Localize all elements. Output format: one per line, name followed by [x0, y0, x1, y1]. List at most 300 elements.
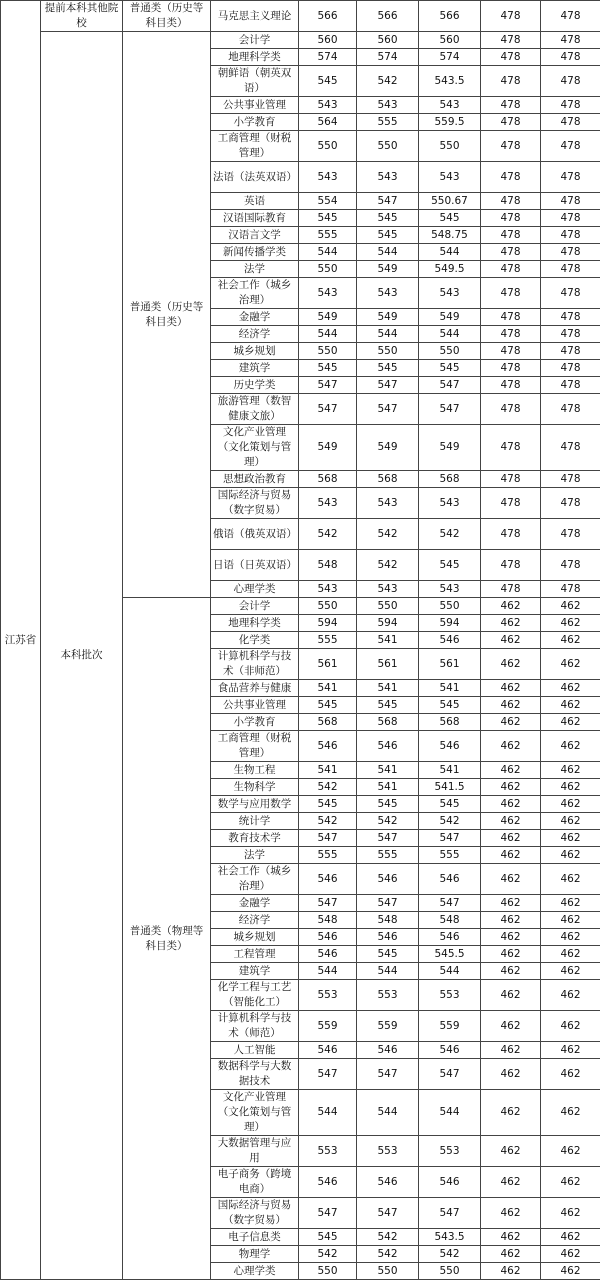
score-cell: 550 [419, 598, 481, 615]
score-cell: 478 [481, 309, 541, 326]
score-cell: 543 [419, 488, 481, 519]
score-cell: 546 [419, 1042, 481, 1059]
score-cell: 544 [419, 1090, 481, 1136]
major-cell: 建筑学 [211, 963, 299, 980]
score-cell: 568 [419, 471, 481, 488]
score-cell: 547 [299, 830, 357, 847]
score-cell: 542 [357, 1246, 419, 1263]
score-cell: 543 [357, 97, 419, 114]
score-cell: 462 [481, 762, 541, 779]
score-cell: 546 [419, 731, 481, 762]
score-cell: 462 [541, 1090, 600, 1136]
score-cell: 478 [481, 278, 541, 309]
major-cell: 统计学 [211, 813, 299, 830]
score-cell: 549 [419, 425, 481, 471]
score-cell: 547 [419, 394, 481, 425]
major-cell: 公共事业管理 [211, 97, 299, 114]
major-cell: 电子商务（跨境电商） [211, 1167, 299, 1198]
score-cell: 559 [419, 1011, 481, 1042]
score-cell: 547 [357, 377, 419, 394]
score-cell: 547 [357, 830, 419, 847]
score-cell: 547 [299, 394, 357, 425]
score-cell: 561 [357, 649, 419, 680]
score-cell: 542 [357, 1229, 419, 1246]
score-cell: 541 [357, 680, 419, 697]
major-cell: 电子信息类 [211, 1229, 299, 1246]
score-cell: 478 [481, 550, 541, 581]
score-cell: 478 [541, 261, 600, 278]
score-cell: 478 [541, 550, 600, 581]
major-cell: 食品营养与健康 [211, 680, 299, 697]
score-cell: 542 [419, 813, 481, 830]
major-cell: 工商管理（财税管理） [211, 131, 299, 162]
major-cell: 历史学类 [211, 377, 299, 394]
score-cell: 546 [357, 731, 419, 762]
score-cell: 555 [357, 847, 419, 864]
score-cell: 462 [481, 714, 541, 731]
score-cell: 561 [419, 649, 481, 680]
score-cell: 545 [357, 360, 419, 377]
score-cell: 462 [541, 830, 600, 847]
score-cell: 561 [299, 649, 357, 680]
score-cell: 545 [357, 697, 419, 714]
score-cell: 543 [357, 488, 419, 519]
score-cell: 462 [481, 980, 541, 1011]
major-cell: 地理科学类 [211, 49, 299, 66]
score-cell: 541 [419, 680, 481, 697]
score-cell: 543.5 [419, 66, 481, 97]
score-cell: 462 [481, 963, 541, 980]
score-cell: 462 [541, 963, 600, 980]
score-cell: 547 [357, 1198, 419, 1229]
score-cell: 547 [357, 1059, 419, 1090]
score-cell: 478 [541, 210, 600, 227]
major-cell: 马克思主义理论 [211, 1, 299, 32]
major-cell: 日语（日英双语） [211, 550, 299, 581]
score-cell: 553 [419, 1136, 481, 1167]
score-cell: 462 [541, 980, 600, 1011]
score-cell: 462 [541, 1011, 600, 1042]
major-cell: 人工智能 [211, 1042, 299, 1059]
score-cell: 541 [357, 779, 419, 796]
score-cell: 555 [299, 847, 357, 864]
score-cell: 542 [357, 550, 419, 581]
major-cell: 金融学 [211, 895, 299, 912]
score-cell: 594 [299, 615, 357, 632]
major-cell: 计算机科学与技术（师范） [211, 1011, 299, 1042]
score-cell: 555 [299, 227, 357, 244]
score-cell: 550 [299, 261, 357, 278]
score-cell: 462 [481, 929, 541, 946]
score-cell: 462 [481, 864, 541, 895]
score-cell: 550 [299, 131, 357, 162]
score-cell: 462 [541, 847, 600, 864]
score-cell: 462 [481, 1246, 541, 1263]
score-cell: 550 [299, 598, 357, 615]
score-cell: 544 [357, 1090, 419, 1136]
score-cell: 462 [481, 1011, 541, 1042]
major-cell: 法语（法英双语） [211, 162, 299, 193]
score-cell: 550 [419, 343, 481, 360]
score-cell: 462 [541, 813, 600, 830]
score-cell: 550 [357, 343, 419, 360]
score-cell: 542 [419, 1246, 481, 1263]
score-cell: 462 [481, 598, 541, 615]
score-cell: 550 [419, 131, 481, 162]
score-cell: 545 [357, 210, 419, 227]
score-cell: 545 [357, 796, 419, 813]
score-cell: 541 [357, 632, 419, 649]
score-cell: 548 [299, 912, 357, 929]
score-cell: 478 [481, 360, 541, 377]
score-cell: 543 [419, 162, 481, 193]
score-cell: 542 [299, 813, 357, 830]
score-cell: 568 [299, 471, 357, 488]
score-cell: 559 [299, 1011, 357, 1042]
score-cell: 478 [541, 227, 600, 244]
score-cell: 462 [541, 1042, 600, 1059]
score-cell: 462 [541, 1229, 600, 1246]
score-cell: 544 [357, 244, 419, 261]
score-cell: 478 [541, 309, 600, 326]
score-cell: 545 [419, 210, 481, 227]
score-cell: 478 [541, 360, 600, 377]
score-cell: 550 [299, 343, 357, 360]
score-cell: 462 [481, 946, 541, 963]
score-cell: 462 [481, 632, 541, 649]
major-cell: 会计学 [211, 598, 299, 615]
score-cell: 478 [541, 114, 600, 131]
score-cell: 543 [299, 97, 357, 114]
score-cell: 462 [541, 1263, 600, 1280]
major-cell: 文化产业管理（文化策划与管理） [211, 1090, 299, 1136]
score-cell: 546 [299, 1167, 357, 1198]
score-cell: 478 [541, 425, 600, 471]
score-cell: 462 [481, 615, 541, 632]
category-cell: 普通类（历史等科目类） [123, 1, 211, 32]
score-cell: 462 [481, 1167, 541, 1198]
score-cell: 478 [541, 1, 600, 32]
province-cell: 江苏省 [1, 1, 41, 1280]
score-cell: 462 [481, 1136, 541, 1167]
score-cell: 555 [299, 632, 357, 649]
score-cell: 543 [299, 581, 357, 598]
table-row [1, 1, 600, 32]
score-cell: 545 [357, 227, 419, 244]
score-cell: 478 [541, 326, 600, 343]
score-cell: 462 [541, 598, 600, 615]
score-cell: 462 [481, 697, 541, 714]
major-cell: 工程管理 [211, 946, 299, 963]
score-cell: 462 [541, 649, 600, 680]
score-cell: 478 [481, 394, 541, 425]
score-cell: 546 [357, 864, 419, 895]
major-cell: 数学与应用数学 [211, 796, 299, 813]
score-cell: 545 [419, 796, 481, 813]
major-cell: 社会工作（城乡治理） [211, 278, 299, 309]
score-cell: 545 [419, 550, 481, 581]
score-cell: 543 [299, 162, 357, 193]
score-cell: 545 [419, 697, 481, 714]
score-cell: 547 [419, 830, 481, 847]
major-cell: 地理科学类 [211, 615, 299, 632]
score-cell: 568 [419, 714, 481, 731]
major-cell: 英语 [211, 193, 299, 210]
score-cell: 547 [357, 193, 419, 210]
score-cell: 547 [357, 895, 419, 912]
score-cell: 550 [357, 131, 419, 162]
score-cell: 546 [419, 632, 481, 649]
score-cell: 462 [541, 1136, 600, 1167]
score-cell: 462 [481, 680, 541, 697]
score-cell: 574 [299, 49, 357, 66]
score-cell: 478 [541, 394, 600, 425]
score-cell: 547 [419, 1059, 481, 1090]
score-cell: 462 [541, 779, 600, 796]
score-cell: 478 [481, 519, 541, 550]
score-cell: 594 [419, 615, 481, 632]
score-cell: 545 [299, 360, 357, 377]
score-cell: 547 [299, 1059, 357, 1090]
major-cell: 生物工程 [211, 762, 299, 779]
score-cell: 544 [419, 963, 481, 980]
score-cell: 478 [481, 210, 541, 227]
score-cell: 554 [299, 193, 357, 210]
score-cell: 478 [541, 488, 600, 519]
score-cell: 566 [299, 1, 357, 32]
score-cell: 544 [299, 326, 357, 343]
major-cell: 心理学类 [211, 1263, 299, 1280]
score-cell: 549 [357, 261, 419, 278]
score-cell: 462 [541, 632, 600, 649]
score-cell: 546 [299, 864, 357, 895]
score-cell: 478 [541, 49, 600, 66]
score-cell: 544 [299, 1090, 357, 1136]
score-cell: 545 [299, 210, 357, 227]
score-cell: 541 [299, 762, 357, 779]
score-cell: 547 [419, 1198, 481, 1229]
score-cell: 548 [299, 550, 357, 581]
score-cell: 462 [481, 1229, 541, 1246]
score-cell: 549 [357, 425, 419, 471]
major-cell: 思想政治教育 [211, 471, 299, 488]
score-cell: 462 [481, 779, 541, 796]
score-cell: 546 [419, 864, 481, 895]
score-cell: 478 [481, 471, 541, 488]
score-cell: 478 [481, 66, 541, 97]
score-cell: 545 [357, 946, 419, 963]
score-cell: 542 [357, 813, 419, 830]
score-cell: 541 [357, 762, 419, 779]
score-cell: 462 [541, 1059, 600, 1090]
score-cell: 544 [357, 326, 419, 343]
score-cell: 462 [481, 1198, 541, 1229]
score-cell: 543 [419, 97, 481, 114]
major-cell: 心理学类 [211, 581, 299, 598]
score-cell: 462 [481, 895, 541, 912]
score-cell: 462 [481, 649, 541, 680]
major-cell: 金融学 [211, 309, 299, 326]
score-cell: 462 [481, 813, 541, 830]
score-cell: 544 [419, 244, 481, 261]
score-cell: 553 [299, 980, 357, 1011]
score-cell: 478 [481, 114, 541, 131]
major-cell: 教育技术学 [211, 830, 299, 847]
score-cell: 542 [299, 779, 357, 796]
major-cell: 城乡规划 [211, 343, 299, 360]
score-cell: 550 [299, 1263, 357, 1280]
major-cell: 俄语（俄英双语） [211, 519, 299, 550]
score-cell: 546 [299, 929, 357, 946]
major-cell: 建筑学 [211, 360, 299, 377]
score-cell: 559 [357, 1011, 419, 1042]
score-cell: 478 [481, 227, 541, 244]
score-cell: 548.75 [419, 227, 481, 244]
score-cell: 462 [481, 1042, 541, 1059]
score-cell: 542 [357, 519, 419, 550]
score-cell: 462 [541, 714, 600, 731]
score-cell: 594 [357, 615, 419, 632]
score-cell: 478 [481, 581, 541, 598]
score-cell: 462 [541, 1246, 600, 1263]
score-cell: 541 [419, 762, 481, 779]
major-cell: 化学类 [211, 632, 299, 649]
major-cell: 化学工程与工艺（智能化工） [211, 980, 299, 1011]
score-cell: 462 [541, 731, 600, 762]
score-cell: 462 [541, 912, 600, 929]
major-cell: 国际经济与贸易（数字贸易） [211, 1198, 299, 1229]
major-cell: 汉语国际教育 [211, 210, 299, 227]
score-cell: 541 [299, 680, 357, 697]
major-cell: 大数据管理与应用 [211, 1136, 299, 1167]
score-cell: 462 [541, 680, 600, 697]
score-cell: 462 [481, 1263, 541, 1280]
score-cell: 545 [299, 697, 357, 714]
major-cell: 经济学 [211, 912, 299, 929]
score-cell: 545 [419, 360, 481, 377]
score-cell: 546 [299, 946, 357, 963]
score-cell: 543 [299, 488, 357, 519]
score-cell: 543.5 [419, 1229, 481, 1246]
score-cell: 462 [541, 929, 600, 946]
score-cell: 543 [357, 278, 419, 309]
score-cell: 542 [299, 519, 357, 550]
score-cell: 560 [357, 32, 419, 49]
score-cell: 478 [541, 244, 600, 261]
major-cell: 法学 [211, 261, 299, 278]
score-cell: 555 [357, 114, 419, 131]
score-cell: 545 [299, 796, 357, 813]
score-cell: 462 [481, 830, 541, 847]
score-cell: 560 [299, 32, 357, 49]
score-cell: 462 [541, 946, 600, 963]
score-cell: 478 [541, 278, 600, 309]
score-cell: 547 [299, 377, 357, 394]
score-cell: 553 [419, 980, 481, 1011]
score-cell: 545 [299, 66, 357, 97]
score-cell: 478 [481, 377, 541, 394]
score-cell: 478 [541, 471, 600, 488]
score-cell: 478 [481, 32, 541, 49]
score-cell: 550 [357, 1263, 419, 1280]
score-cell: 543 [419, 278, 481, 309]
table-row [1, 32, 600, 49]
score-cell: 549 [419, 309, 481, 326]
score-cell: 478 [541, 193, 600, 210]
major-cell: 工商管理（财税管理） [211, 731, 299, 762]
score-cell: 544 [357, 963, 419, 980]
score-cell: 478 [541, 131, 600, 162]
major-cell: 新闻传播学类 [211, 244, 299, 261]
score-cell: 462 [481, 847, 541, 864]
score-cell: 546 [357, 1042, 419, 1059]
score-cell: 574 [357, 49, 419, 66]
major-cell: 汉语言文学 [211, 227, 299, 244]
score-cell: 547 [299, 895, 357, 912]
batch-cell: 本科批次 [41, 32, 123, 1280]
score-cell: 547 [357, 394, 419, 425]
score-cell: 478 [541, 32, 600, 49]
score-cell: 546 [357, 929, 419, 946]
score-cell: 547 [419, 895, 481, 912]
major-cell: 经济学 [211, 326, 299, 343]
score-cell: 559.5 [419, 114, 481, 131]
major-cell: 朝鲜语（朝英双语） [211, 66, 299, 97]
score-cell: 478 [481, 425, 541, 471]
score-cell: 566 [357, 1, 419, 32]
score-cell: 462 [541, 796, 600, 813]
score-cell: 546 [419, 1167, 481, 1198]
category-cell: 普通类（历史等科目类） [123, 32, 211, 598]
score-cell: 568 [357, 714, 419, 731]
score-cell: 478 [541, 162, 600, 193]
score-cell: 549 [357, 309, 419, 326]
table-body [1, 1, 600, 1280]
score-cell: 546 [419, 929, 481, 946]
score-cell: 462 [541, 697, 600, 714]
score-cell: 542 [299, 1246, 357, 1263]
major-cell: 旅游管理（数智健康文旅） [211, 394, 299, 425]
score-cell: 462 [541, 762, 600, 779]
major-cell: 物理学 [211, 1246, 299, 1263]
score-cell: 544 [299, 963, 357, 980]
score-cell: 553 [299, 1136, 357, 1167]
major-cell: 数据科学与大数据技术 [211, 1059, 299, 1090]
major-cell: 国际经济与贸易（数字贸易） [211, 488, 299, 519]
score-cell: 478 [481, 326, 541, 343]
score-cell: 547 [419, 377, 481, 394]
score-cell: 543 [357, 581, 419, 598]
score-cell: 549 [299, 425, 357, 471]
score-cell: 574 [419, 49, 481, 66]
score-cell: 478 [541, 519, 600, 550]
score-cell: 544 [419, 326, 481, 343]
score-cell: 542 [357, 66, 419, 97]
major-cell: 计算机科学与技术（非师范） [211, 649, 299, 680]
score-cell: 549.5 [419, 261, 481, 278]
score-cell: 478 [541, 377, 600, 394]
score-cell: 550 [419, 1263, 481, 1280]
score-cell: 462 [541, 615, 600, 632]
score-cell: 478 [481, 488, 541, 519]
category-cell: 普通类（物理等科目类） [123, 598, 211, 1280]
score-cell: 478 [481, 261, 541, 278]
score-cell: 560 [419, 32, 481, 49]
score-cell: 543 [299, 278, 357, 309]
score-cell: 546 [299, 1042, 357, 1059]
score-cell: 478 [481, 97, 541, 114]
score-cell: 549 [299, 309, 357, 326]
